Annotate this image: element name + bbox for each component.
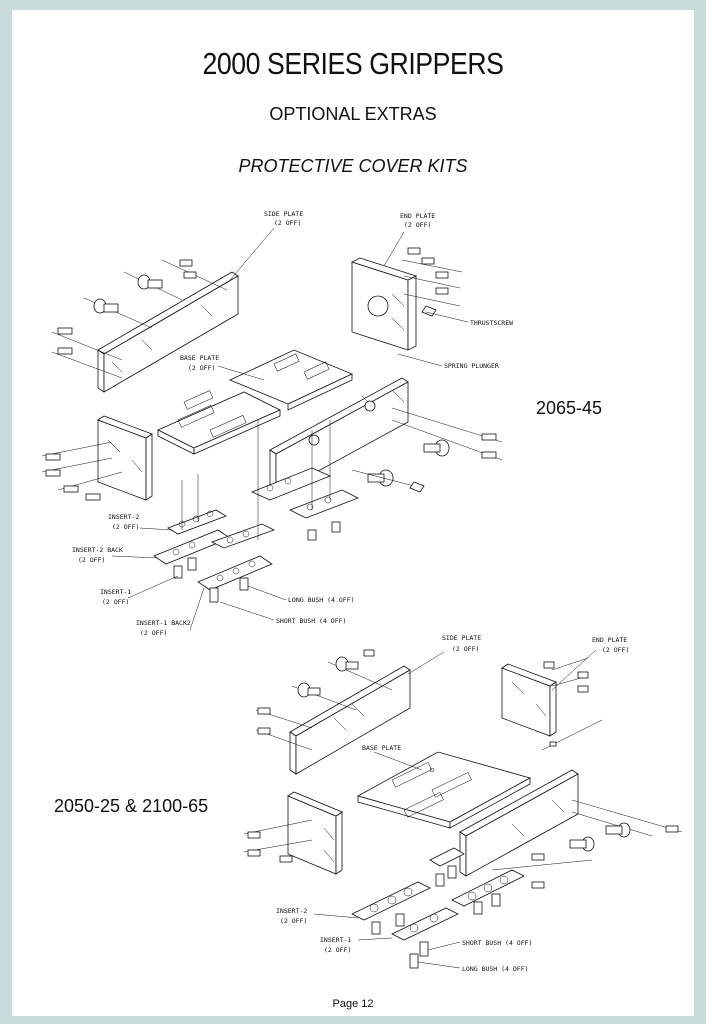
label-bottom-insert1: INSERT-1	[320, 936, 352, 944]
label-top-insert1-qty: (2 OFF)	[102, 598, 130, 606]
exploded-assembly-drawing	[12, 10, 694, 1016]
bottom-end-plate-left	[244, 792, 342, 874]
label-bottom-long-bush: LONG BUSH (4 OFF)	[462, 965, 529, 973]
label-bottom-insert2-qty: (2 OFF)	[280, 917, 308, 925]
top-assembly	[42, 210, 513, 637]
manual-page	[12, 10, 694, 1016]
label-top-side-plate: SIDE PLATE	[264, 210, 304, 218]
bottom-assembly	[244, 634, 682, 973]
label-bottom-side-plate-qty: (2 OFF)	[452, 645, 480, 653]
page-subtitle: OPTIONAL EXTRAS	[269, 104, 437, 124]
label-top-insert2: INSERT-2	[108, 513, 140, 521]
bottom-inserts	[352, 848, 524, 968]
label-bottom-short-bush: SHORT BUSH (4 OFF)	[462, 939, 533, 947]
label-top-spring-plunger: SPRING PLUNGER	[444, 362, 499, 370]
label-top-thrustscrew: THRUSTSCREW	[470, 319, 514, 327]
label-top-short-bush: SHORT BUSH (4 OFF)	[276, 617, 347, 625]
top-end-plate	[352, 248, 462, 350]
top-side-plate-left	[98, 272, 238, 392]
label-bottom-side-plate: SIDE PLATE	[442, 634, 482, 642]
section-heading: PROTECTIVE COVER KITS	[238, 156, 468, 176]
label-top-side-plate-qty: (2 OFF)	[274, 219, 302, 227]
label-top-insert1-back: INSERT-1 BACK2	[136, 619, 191, 627]
label-bottom-insert1-qty: (2 OFF)	[324, 946, 352, 954]
label-bottom-insert2: INSERT-2	[276, 907, 308, 915]
label-top-end-plate-qty: (2 OFF)	[404, 221, 432, 229]
label-top-base-plate-qty: (2 OFF)	[188, 364, 216, 372]
top-end-plate-left	[42, 416, 152, 500]
label-bottom-end-plate: END PLATE	[592, 636, 628, 644]
page-number: Page 12	[332, 998, 374, 1010]
label-top-insert2-back-qty: (2 OFF)	[78, 556, 106, 564]
page-title: 2000 SERIES GRIPPERS	[202, 46, 504, 81]
label-bottom-end-plate-qty: (2 OFF)	[602, 646, 630, 654]
label-top-insert1: INSERT-1	[100, 588, 132, 596]
label-top-insert2-qty: (2 OFF)	[112, 523, 140, 531]
label-bottom-base-plate: BASE PLATE	[362, 744, 402, 752]
label-top-insert2-back: INSERT-2 BACK	[72, 546, 123, 554]
model-label-top: 2065-45	[536, 398, 603, 418]
label-top-long-bush: LONG BUSH (4 OFF)	[288, 596, 355, 604]
bottom-side-plate-back	[256, 650, 410, 774]
bottom-end-plate-right	[502, 658, 602, 750]
model-label-bottom: 2050-25 & 2100-65	[54, 796, 209, 816]
label-top-insert1-back-qty: (2 OFF)	[140, 629, 168, 637]
label-top-end-plate: END PLATE	[400, 212, 436, 220]
label-top-base-plate: BASE PLATE	[180, 354, 220, 362]
